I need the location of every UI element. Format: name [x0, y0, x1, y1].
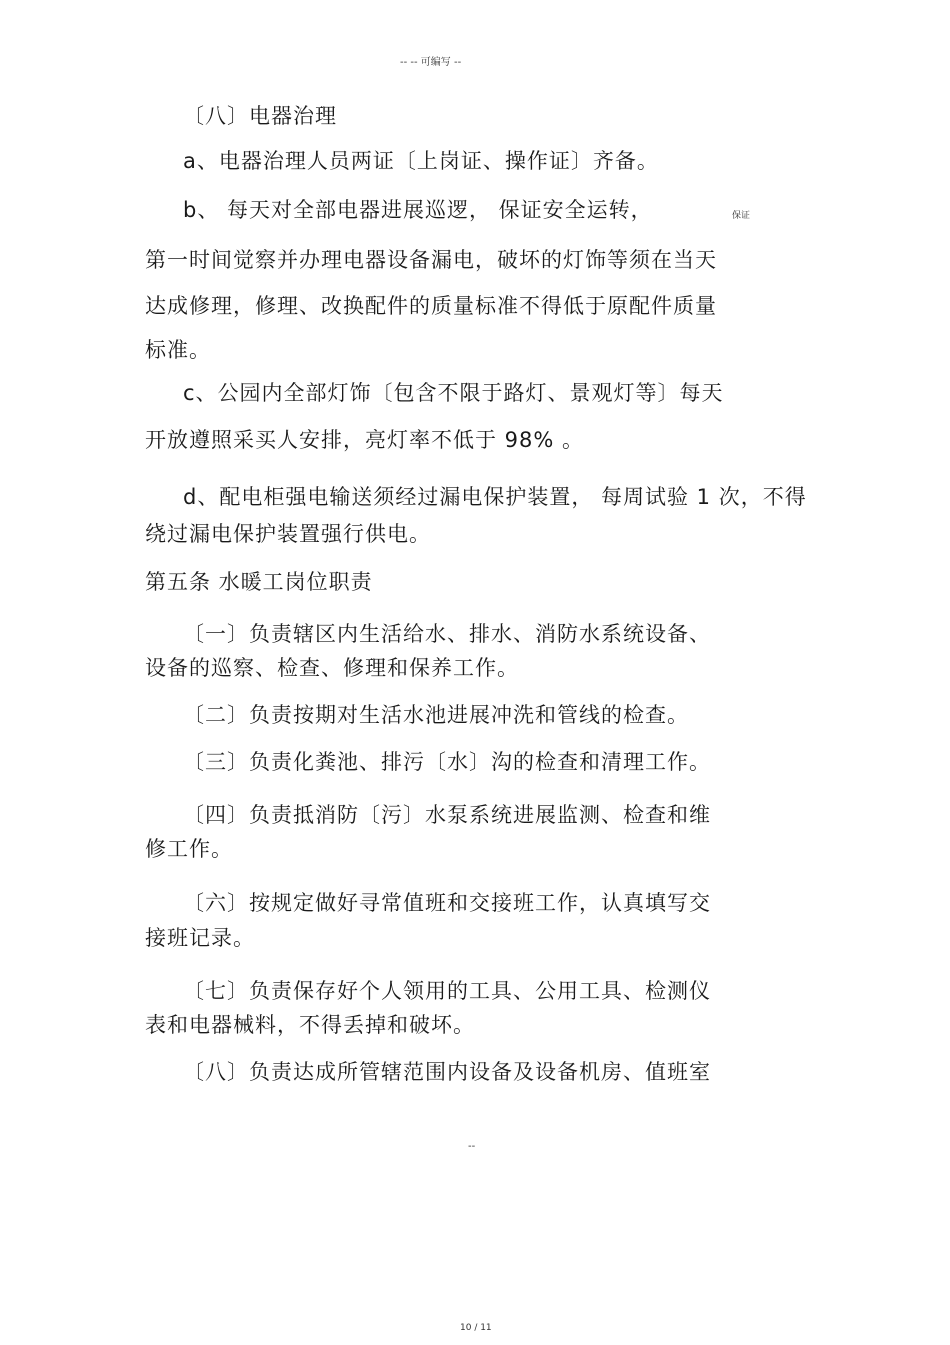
paragraph-line: d、配电柜强电输送须经过漏电保护装置， 每周试验 1 次，不得 [183, 485, 807, 509]
paragraph-line: 修工作。 [145, 837, 233, 861]
paragraph-line: 标准。 [145, 338, 211, 362]
paragraph-line: b、 每天对全部电器进展巡逻， 保证安全运转， [183, 198, 653, 222]
page-header: -- -- 可编写 -- [400, 57, 462, 68]
section-heading-electrical: 〔八〕电器治理 [183, 104, 337, 128]
page-number: 10 / 11 [460, 1323, 492, 1333]
article-heading: 第五条 水暖工岗位职责 [145, 570, 373, 594]
paragraph-line: 设备的巡察、检查、修理和保养工作。 [145, 656, 519, 680]
paragraph-line: 接班记录。 [145, 926, 255, 950]
paragraph-line: 〔四〕负责抵消防〔污〕水泵系统进展监测、检查和维 [183, 803, 711, 827]
paragraph-line: 开放遵照采买人安排，亮灯率不低于 98% 。 [145, 428, 585, 452]
paragraph-line: 达成修理，修理、改换配件的质量标准不得低于原配件质量 [145, 294, 717, 318]
paragraph-line: 绕过漏电保护装置强行供电。 [145, 522, 431, 546]
paragraph-line: c、公园内全部灯饰〔包含不限于路灯、景观灯等〕每天 [183, 381, 724, 405]
paragraph-line: 〔三〕负责化粪池、排污〔水〕沟的检查和清理工作。 [183, 750, 711, 774]
paragraph-line: a、电器治理人员两证〔上岗证、操作证〕齐备。 [183, 149, 659, 173]
paragraph-line: 〔一〕负责辖区内生活给水、排水、消防水系统设备、 [183, 622, 711, 646]
paragraph-line: 〔六〕按规定做好寻常值班和交接班工作，认真填写交 [183, 891, 711, 915]
paragraph-line: 〔七〕负责保存好个人领用的工具、公用工具、检测仪 [183, 979, 711, 1003]
paragraph-line: 〔二〕负责按期对生活水池进展冲洗和管线的检查。 [183, 703, 689, 727]
paragraph-line: 表和电器械料，不得丢掉和破坏。 [145, 1013, 475, 1037]
margin-note: 保证 [732, 211, 751, 221]
paragraph-line: 第一时间觉察并办理电器设备漏电，破坏的灯饰等须在当天 [145, 248, 717, 272]
footer-mark: -- [468, 1141, 476, 1152]
paragraph-line: 〔八〕负责达成所管辖范围内设备及设备机房、值班室 [183, 1060, 711, 1084]
